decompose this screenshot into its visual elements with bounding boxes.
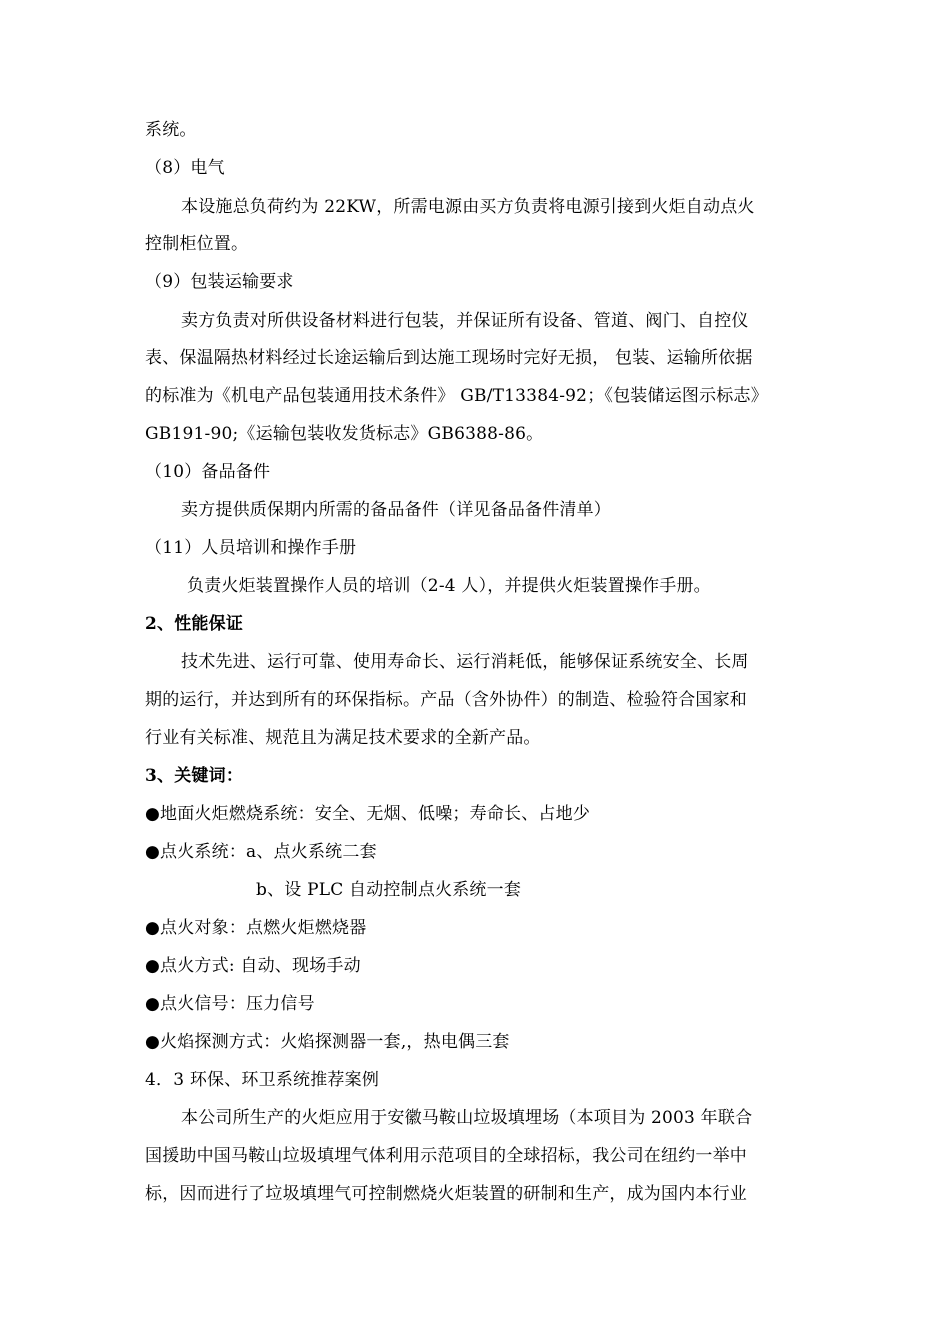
text-line: 本公司所生产的火炬应用于安徽马鞍山垃圾填埋场（本项目为 2003 年联合 — [181, 1108, 753, 1128]
text-line: 卖方提供质保期内所需的备品备件（详见备品备件清单） — [181, 500, 611, 520]
list-item-continuation: b、设 PLC 自动控制点火系统一套 — [256, 880, 522, 900]
section-heading: 2、性能保证 — [145, 614, 244, 634]
text-line: 技术先进、运行可靠、使用寿命长、运行消耗低，能够保证系统安全、长周 — [181, 652, 749, 672]
section-heading: （8）电气 — [145, 158, 225, 178]
text-line: GB191-90;《运输包装收发货标志》GB6388-86。 — [145, 424, 544, 444]
section-heading: （11）人员培训和操作手册 — [145, 538, 357, 558]
text-line: 行业有关标准、规范且为满足技术要求的全新产品。 — [145, 728, 541, 748]
section-heading: （10）备品备件 — [145, 462, 271, 482]
list-item: ●点火信号：压力信号 — [145, 994, 315, 1014]
section-heading: 4．3 环保、环卫系统推荐案例 — [145, 1070, 380, 1090]
section-heading: （9）包装运输要求 — [145, 272, 294, 292]
text-line: 本设施总负荷约为 22KW，所需电源由买方负责将电源引接到火炬自动点火 — [181, 197, 755, 217]
section-heading: 3、关键词： — [145, 766, 244, 786]
text-line: 国援助中国马鞍山垃圾填埋气体利用示范项目的全球招标，我公司在纽约一举中 — [145, 1146, 747, 1166]
text-line: 系统。 — [145, 120, 197, 140]
text-line: 的标准为《机电产品包装通用技术条件》 GB/T13384-92；《包装储运图示标志》 — [145, 386, 768, 406]
text-line: 控制柜位置。 — [145, 234, 249, 254]
list-item: ●点火方式: 自动、现场手动 — [145, 956, 361, 976]
text-line: 期的运行，并达到所有的环保指标。产品（含外协件）的制造、检验符合国家和 — [145, 690, 747, 710]
list-item: ●火焰探测方式：火焰探测器一套,，热电偶三套 — [145, 1032, 510, 1052]
list-item: ●地面火炬燃烧系统：安全、无烟、低噪；寿命长、占地少 — [145, 804, 591, 824]
list-item: ●点火对象：点燃火炬燃烧器 — [145, 918, 367, 938]
list-item: ●点火系统：a、点火系统二套 — [145, 842, 377, 862]
text-line: 表、保温隔热材料经过长途运输后到达施工现场时完好无损， 包装、运输所依据 — [145, 348, 753, 368]
text-line: 负责火炬装置操作人员的培训（2-4 人），并提供火炬装置操作手册。 — [187, 576, 711, 596]
text-line: 卖方负责对所供设备材料进行包装，并保证所有设备、管道、阀门、自控仪 — [181, 311, 749, 331]
text-line: 标，因而进行了垃圾填埋气可控制燃烧火炬装置的研制和生产，成为国内本行业 — [145, 1184, 747, 1204]
